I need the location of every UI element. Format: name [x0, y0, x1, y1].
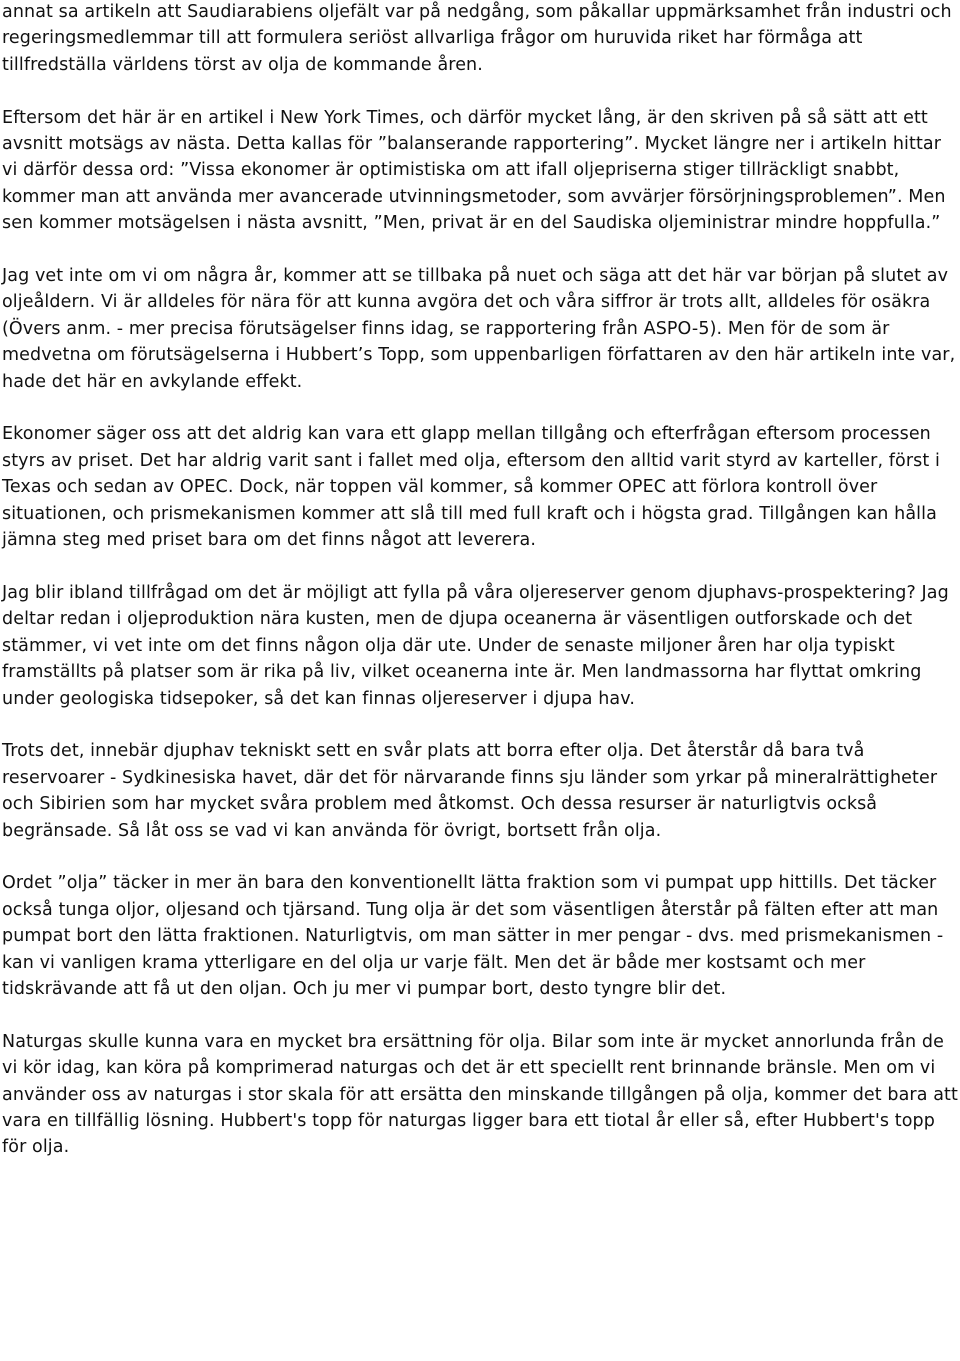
paragraph-7: Ordet ”olja” täcker in mer än bara den konventionellt lätta fraktion som vi pumpat upp hittills. Det täcker också tunga oljor, oljesand och tjärsand. Tung olja är det som väsentligen återstår på fälten efter att man pumpat bort den lätta fraktionen. Naturligtvis, om man sätter in mer pengar - dvs. med prismekanismen - kan vi vanligen krama ytterligare en del olja ur varje fält. Men det är både mer kostsamt och mer tidskrävande att få ut den oljan. Och ju mer vi pumpar bort, desto tyngre blir det.	[2, 873, 944, 999]
paragraph-4: Ekonomer säger oss att det aldrig kan vara ett glapp mellan tillgång och efterfrågan eftersom processen styrs av priset. Det har aldrig varit sant i fallet med olja, eftersom den alltid varit styrd av karteller, först i Texas och sedan av OPEC. Dock, när toppen väl kommer, så kommer OPEC att förlora kontroll över situationen, och prismekanismen kommer att slå till med full kraft och i högsta grad. Tillgången kan hålla jämna steg med priset bara om det finns något att leverera.	[2, 424, 940, 551]
paragraph-5: Jag blir ibland tillfrågad om det är möjligt att fylla på våra oljereserver genom djuphavs-prospektering? Jag deltar redan i oljeproduktion nära kusten, men de djupa oceanerna är väsentligen outforskade och det stämmer, vi vet inte om det finns någon olja där ute. Under de senaste miljoner åren har olja typiskt framställts på platser som är rika på liv, vilket oceanerna inte är. Men landmassorna har flyttat omkring under geologiska tidsepoker, så det kan finnas oljereserver i djupa hav.	[2, 582, 949, 709]
paragraph-3: Jag vet inte om vi om några år, kommer att se tillbaka på nuet och säga att det här var början på slutet av oljeåldern. Vi är alldeles för nära för att kunna avgöra det och våra siffror är trots allt, alldeles för osäkra (Övers anm. - mer precisa förutsägelser finns idag, se rapportering från ASPO-5). Men för de som är medvetna om förutsägelserna i Hubbert’s Topp, som uppenbarligen författaren av den här artikeln inte var, hade det här en avkylande effekt.	[2, 266, 956, 392]
paragraph-1: annat sa artikeln att Saudiarabiens oljefält var på nedgång, som påkallar uppmärksamhet från industri och regeringsmedlemmar till att formulera seriöst allvarliga frågor om huruvida riket har förmåga att tillfredställa världens törst av olja de kommande åren.	[2, 2, 952, 75]
paragraph-2: Eftersom det här är en artikel i New York Times, och därför mycket lång, är den skriven på så sätt att ett avsnitt motsägs av nästa. Detta kallas för ”balanserande rapportering”. Mycket längre ner i artikeln hittar vi därför dessa ord: ”Vissa ekonomer är optimistiska om att ifall oljepriserna stiger tillräckligt snabbt, kommer man att använda mer avancerade utvinningsmetoder, som avvärjer försörjningsproblemen”. Men sen kommer motsägelsen i nästa avsnitt, ”Men, privat är en del Saudiska oljeministrar mindre hoppfulla.”	[2, 107, 946, 234]
paragraph-6: Trots det, innebär djuphav tekniskt sett en svår plats att borra efter olja. Det återstår då bara två reservoarer - Sydkinesiska havet, där det för närvarande finns sju länder som yrkar på mineralrättigheter och Sibirien som har mycket svåra problem med åtkomst. Och dessa resurser är naturligtvis också begränsade. Så låt oss se vad vi kan använda för övrigt, bortsett från olja.	[2, 741, 938, 841]
document-page	[2, 0, 958, 1161]
paragraph-8: Naturgas skulle kunna vara en mycket bra ersättning för olja. Bilar som inte är mycket annorlunda från de vi kör idag, kan köra på komprimerad naturgas och det är ett speciellt rent brinnande bränsle. Men om vi använder oss av naturgas i stor skala för att ersätta den minskande tillgången på olja, kommer det bara att vara en tillfällig lösning. Hubbert's topp för naturgas ligger bara ett tiotal år eller så, efter Hubbert's topp för olja.	[2, 1031, 958, 1158]
